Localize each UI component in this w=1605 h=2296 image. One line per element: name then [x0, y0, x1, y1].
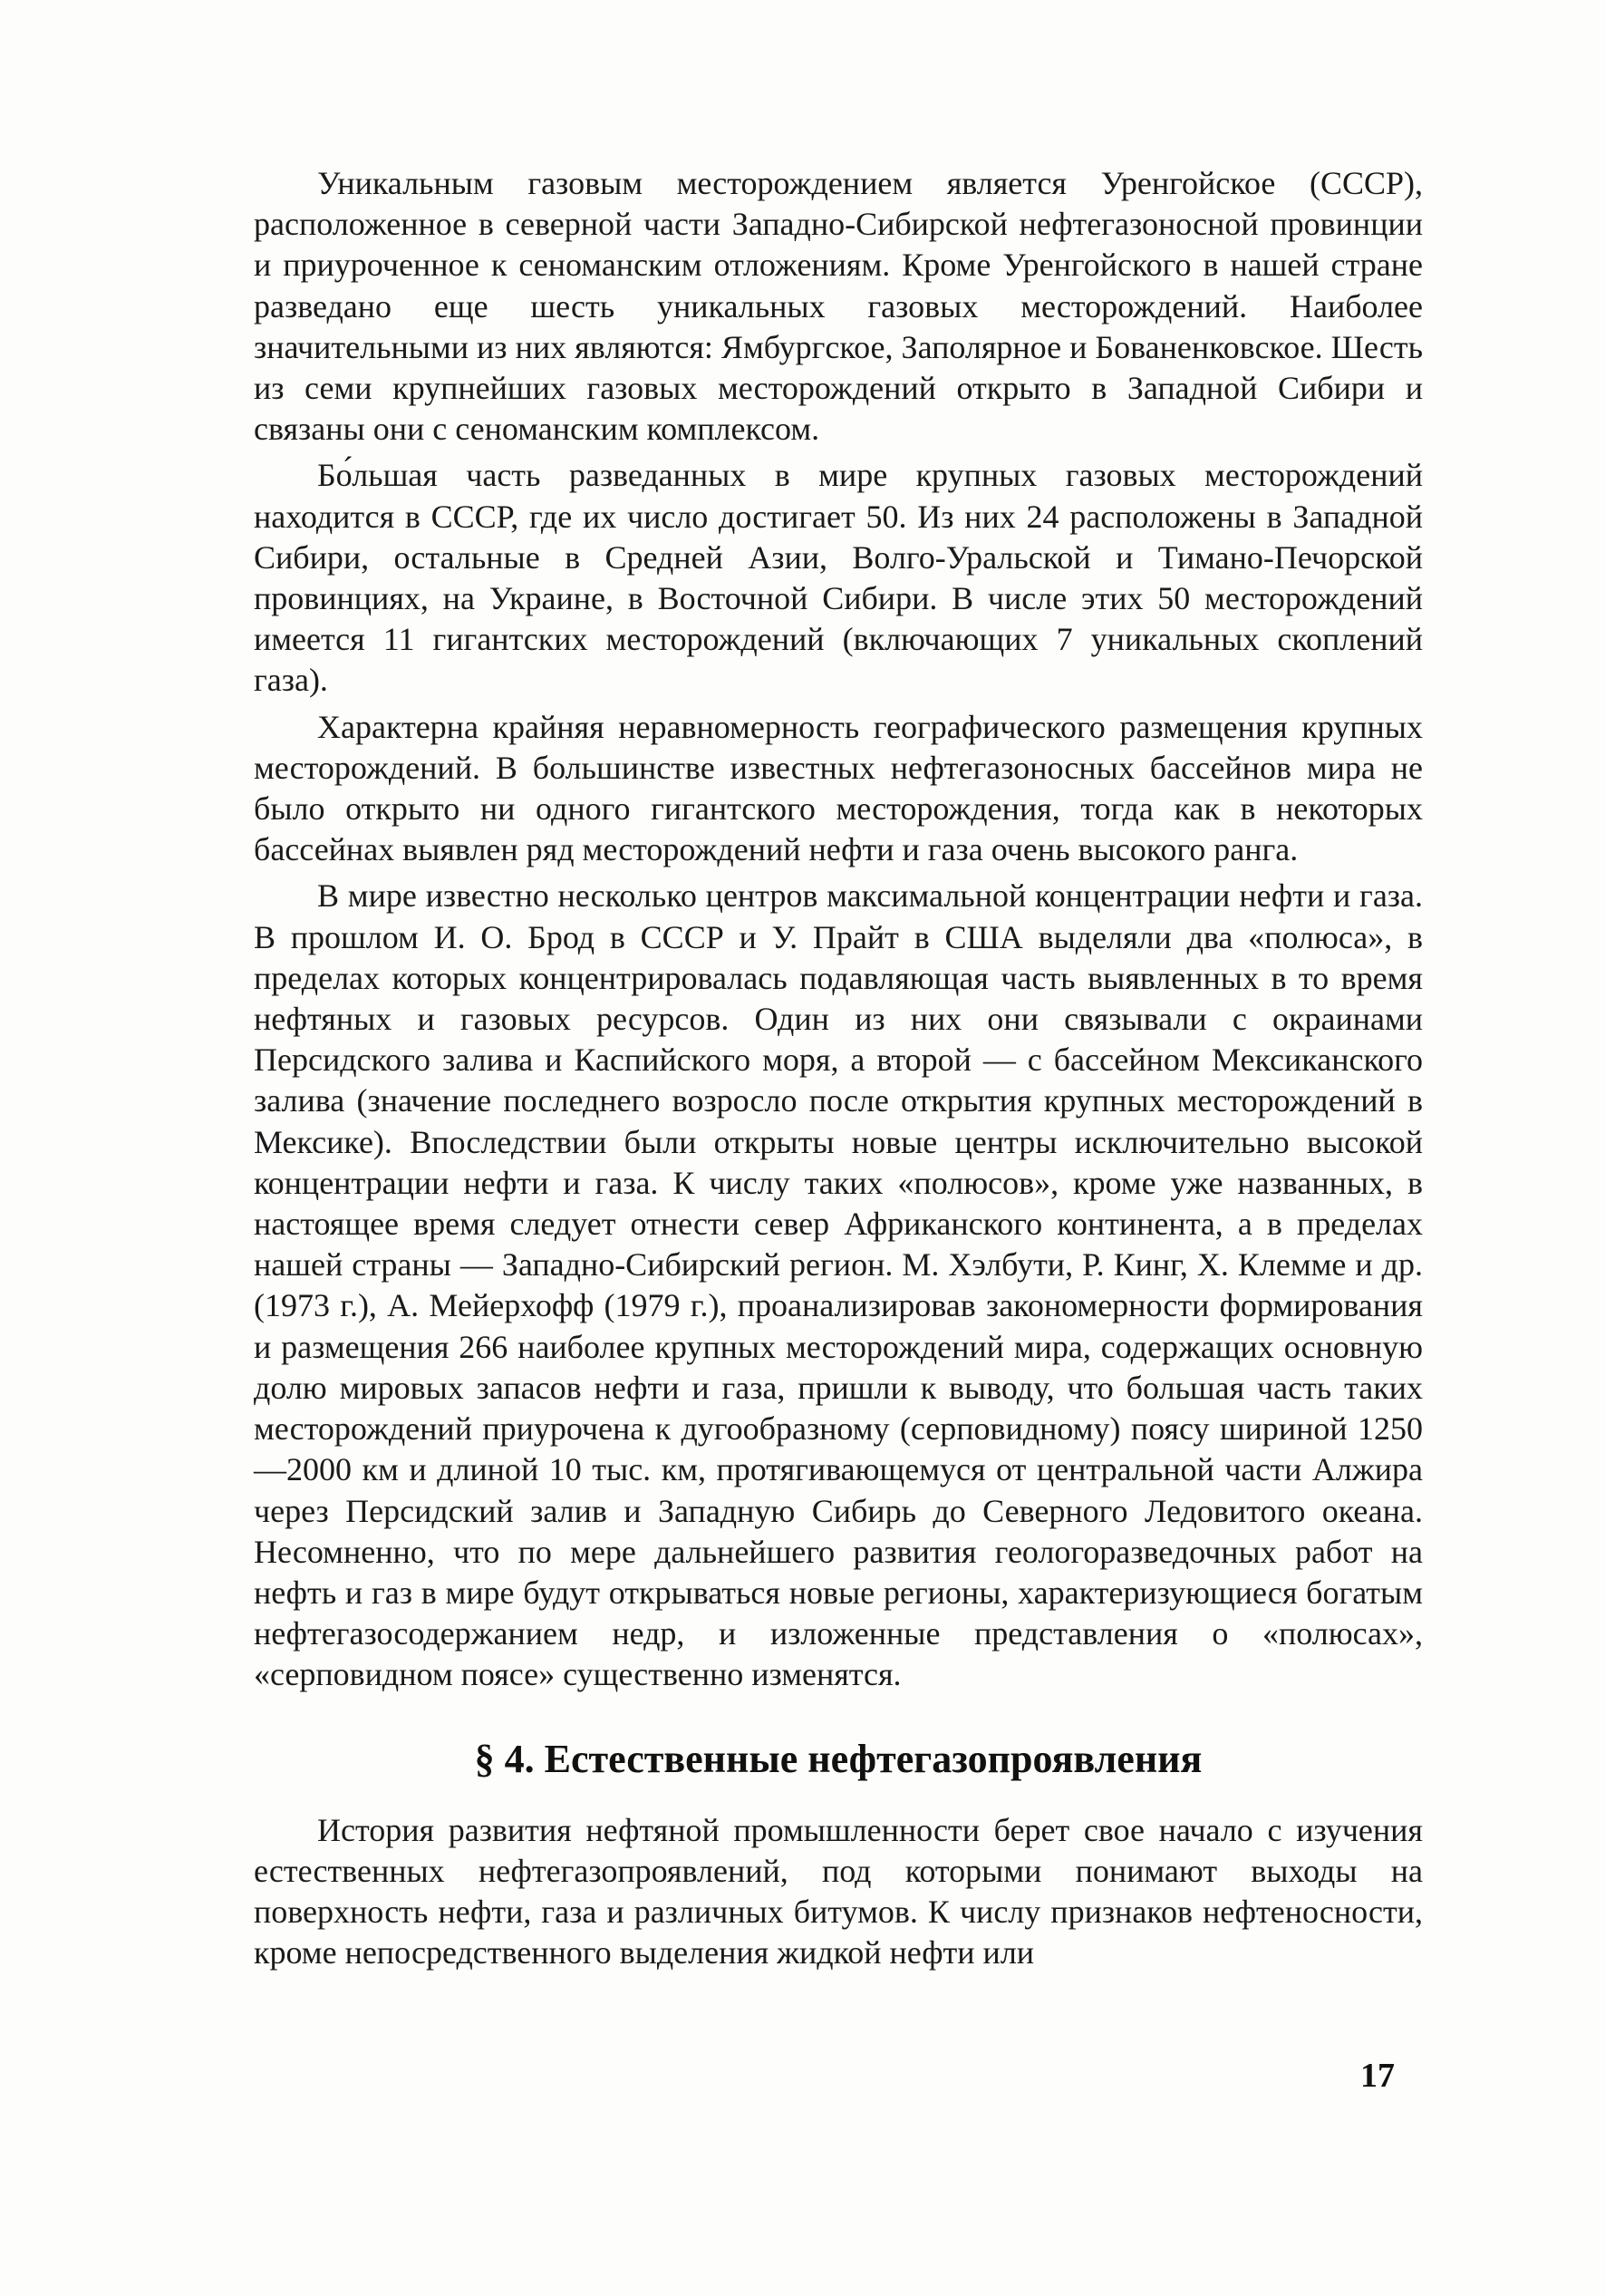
- section-heading: § 4. Естественные нефтегазопроявления: [474, 1736, 1203, 1781]
- text-column: [254, 163, 1423, 1979]
- paragraph-ussr-gas-fields: Бо́льшая часть разведанных в мире крупных газовых месторождений находится в СССР, где их число достигает 50. Из них 24 расположены в Западной Сибири, остальные в Средней Азии, Волго-Уральской и Тимано-Печорской провинциях, на Украине, в Восточной Сибири. В числе этих 50 месторождений имеется 11 гигантских месторождений (включающих 7 уникальных скоплений газа).: [254, 457, 1423, 699]
- page-number: 17: [1360, 2057, 1395, 2095]
- paragraph-distribution: Характерна крайняя неравномерность географического размещения крупных месторождений. В большинстве известных нефтегазоносных бассейнов мира не было открыто ни одного гигантского месторождения, тогда как в некоторых бассейнах выявлен ряд месторождений нефти и газа очень высокого ранга.: [254, 708, 1423, 868]
- paragraph-urengoy: Уникальным газовым месторождением является Уренгойское (СССР), расположенное в северной части Западно-Сибирской нефтегазоносной провинции и приуроченное к сеноманским отложениям. Кроме Уренгойского в нашей стране разведано еще шесть уникальных газовых месторождений. Наиболее значительными из них являются: Ямбургское, Заполярное и Бованенковское. Шесть из семи крупнейших газовых месторождений открыто в Западной Сибири и связаны они с сеноманским комплексом.: [254, 165, 1423, 448]
- paragraph-concentration-centers: В мире известно несколько центров максимальной концентрации нефти и газа. В прошлом И. О. Брод в СССР и У. Прайт в США выделяли два «полюса», в пределах которых концентрировалась подавляющая часть выявленных в то время нефтяных и газовых ресурсов. Один из них они связывали с окраинами Персидского залива и Каспийского моря, а второй — с бассейном Мексиканского залива (значение последнего возросло после открытия крупных месторождений в Мексике). Впоследствии были открыты новые центры исключительно высокой концентрации нефти и газа. К числу таких «полюсов», кроме уже названных, в настоящее время следует отнести север Африканского континента, а в пределах нашей страны — Западно-Сибирский регион. М. Хэлбути, Р. Кинг, Х. Клемме и др. (1973 г.), А. Мейерхофф (1979 г.), проанализировав закономерности формирования и размещения 266 наиболее крупных месторождений мира, содержащих основную долю мировых запасов нефти и газа, пришли к выводу, что большая часть таких месторождений приурочена к дугообразному (серповидному) поясу шириной 1250—2000 км и длиной 10 тыс. км, протягивающемуся от центральной части Алжира через Персидский залив и Западную Сибирь до Северного Ледовитого океана. Несомненно, что по мере дальнейшего развития геологоразведочных работ на нефть и газ в мире будут открываться новые регионы, характеризующиеся богатым нефтегазосодержанием недр, и изложенные представления о «полюсах», «серповидном поясе» существенно изменятся.: [254, 877, 1423, 1693]
- paragraph-section-intro: История развития нефтяной промышленности берет свое начало с изучения естественных нефтегазопроявлений, под которыми понимают выходы на поверхность нефти, газа и различных битумов. К числу признаков нефтеносности, кроме непосредственного выделения жидкой нефти или: [254, 1811, 1423, 1971]
